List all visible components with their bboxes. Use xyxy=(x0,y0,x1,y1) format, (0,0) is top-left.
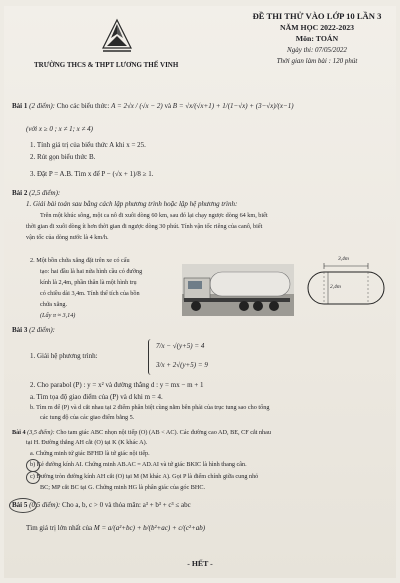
bai3-points: (2 điểm): xyxy=(29,326,55,334)
handwritten-circle-bai5 xyxy=(9,498,37,513)
bai3-heading xyxy=(12,326,55,334)
school-logo-image xyxy=(101,18,133,54)
tanker-truck-image xyxy=(182,264,294,316)
bai2-q1-text-line-2: thời gian đi xuôi dòng ít hơn thời gian đi ngược dòng 30 phút. Tính vận tốc riêng của canô, biết xyxy=(26,223,263,230)
bai2-q2-line-3: kính là 2,4m, phần thân là một hình trụ xyxy=(40,279,137,286)
exam-page xyxy=(4,6,396,578)
handwritten-circle-c xyxy=(26,471,40,484)
bai3-question-1: 1. Giải hệ phương trình: xyxy=(30,352,98,360)
system-equation-1: 7/x − √(y+5) = 4 xyxy=(156,342,205,350)
bai4-heading xyxy=(12,429,271,436)
bai1-heading: Bài 1 (2 điểm): Cho các biểu thức: A = 2√x / (√x − 2) và B = √x/(√x+1) + 1/(1−√x) + (3−√x)/(x−1) xyxy=(12,102,294,110)
exam-date: Ngày thi: 07/05/2022 xyxy=(287,46,347,54)
bai1-label: Bài 1 xyxy=(12,102,28,110)
bai2-q1-text-line-1: Trên một khúc sông, một ca nô đi xuôi dòng 60 km, sau đó lại chạy ngược dòng 64 km, biết xyxy=(40,212,268,219)
bai4-question-b: b) Kẻ đường kính AI. Chứng minh AB.AC = AD.AI và tứ giác BKIC là hình thang cân. xyxy=(30,461,247,468)
bai4-question-c-line-2: BC; MP cắt BC tại G. Chứng minh HG là phân giác của góc BHC. xyxy=(40,484,206,491)
exam-title: ĐỀ THI THỬ VÀO LỚP 10 LẦN 3 xyxy=(252,11,382,21)
bai2-q1-text-line-3: vận tốc của dòng nước là 4 km/h. xyxy=(26,234,109,241)
bai4-label: Bài 4 xyxy=(12,429,26,436)
bai2-q1-title: 1. Giải bài toán sau bằng cách lập phương trình hoặc lập hệ phương trình: xyxy=(26,200,238,208)
bai2-q2-line-1: 2. Một bồn chứa xăng đặt trên xe có cấu xyxy=(30,257,130,264)
bai1-question-2: 2. Rút gọn biểu thức B. xyxy=(30,153,96,161)
bai3-label: Bài 3 xyxy=(12,326,28,334)
subject: Môn: TOÁN xyxy=(295,34,339,43)
bai4-intro-line-2: tại H. Đường thẳng AH cắt (O) tại K (K khác A). xyxy=(26,439,148,446)
bai2-heading xyxy=(12,189,60,197)
bai5-find-line xyxy=(26,524,205,532)
bai1-points: (2 điểm): xyxy=(29,102,55,110)
tank-length-label: 3,4m xyxy=(338,256,349,262)
bai5-expr: M = a/(a²+bc) + b/(b²+ac) + c/(c²+ab) xyxy=(93,524,206,532)
bai4-question-a: a. Chứng minh tứ giác BFHD là tứ giác nội tiếp. xyxy=(30,450,150,457)
school-logo xyxy=(101,18,133,54)
bai3-question-2b-line-1: b. Tìm m để (P) và d cắt nhau tại 2 điểm phân biệt cùng nằm bên phải của trục tung sao cho tổng xyxy=(30,404,270,411)
bai1-question-3: 3. Đặt P = A.B. Tìm x để P − (√x + 1)/8 ≥ 1. xyxy=(30,170,154,178)
bai4-points: (3,5 điểm): xyxy=(27,429,55,436)
bai3-question-2: 2. Cho parabol (P) : y = x² và đường thẳng d : y = mx − m + 1 xyxy=(30,381,204,389)
bai2-q2-line-5: chứa xăng. xyxy=(40,301,68,308)
tank-diagram xyxy=(304,258,388,318)
bai2-label: Bài 2 xyxy=(12,189,28,197)
bai5-intro: Cho a, b, c > 0 và thỏa mãn: a³ + b³ + c³ ≤ abc xyxy=(61,501,191,509)
bai5-find: Tìm giá trị lớn nhất của xyxy=(26,524,93,532)
bai3-question-2a: a. Tìm tọa độ giao điểm của (P) và d khi m = 4. xyxy=(30,393,163,401)
bai5-heading xyxy=(12,501,191,509)
bai3-question-2b-line-2: các tung độ của các giao điểm bằng 5. xyxy=(40,414,135,421)
bai1-expr-b: B = √x/(√x+1) + 1/(1−√x) + (3−√x)/(x−1) xyxy=(172,102,294,110)
bai2-q2-line-6: (Lấy π ≈ 3,14) xyxy=(40,312,76,319)
school-year: NĂM HỌC 2022-2023 xyxy=(279,23,355,32)
bai1-conditions: (với x ≥ 0 ; x ≠ 1; x ≠ 4) xyxy=(26,125,93,133)
bai1-expr-a: A = 2√x / (√x − 2) xyxy=(111,102,163,110)
bai1-intro: Cho các biểu thức: xyxy=(56,102,110,110)
bai2-q2-line-2: tạo: hai đầu là hai nửa hình cầu có đường xyxy=(40,268,143,275)
bai2-q2-line-4: có chiều dài 3,4m. Tính thể tích của bồn xyxy=(40,290,140,297)
exam-duration: Thời gian làm bài : 120 phút xyxy=(276,57,358,65)
bai4-intro-line-1: Cho tam giác ABC nhọn nội tiếp (O) (AB < AC). Các đường cao AD, BE, CF cắt nhau xyxy=(56,429,271,436)
school-name: TRƯỜNG THCS & THPT LƯƠNG THẾ VINH xyxy=(34,61,179,69)
system-equation-2: 3/x + 2√(y+5) = 9 xyxy=(156,361,208,369)
bai5-points: (0,5 điểm): xyxy=(29,501,61,509)
bai2-points: (2,5 điểm): xyxy=(29,189,61,197)
tank-diameter-label: 2,4m xyxy=(330,284,341,290)
end-marker: - HẾT - xyxy=(187,559,213,568)
bai5-label: Bài 5 xyxy=(12,501,28,509)
system-brace xyxy=(148,339,152,375)
bai1-question-1: 1. Tính giá trị của biểu thức A khi x = 25. xyxy=(30,141,146,149)
bai4-question-c-line-1: c) Đường tròn đường kính AH cắt (O) tại M (M khác A). Gọi P là điểm chính giữa cung nhỏ xyxy=(30,473,259,480)
